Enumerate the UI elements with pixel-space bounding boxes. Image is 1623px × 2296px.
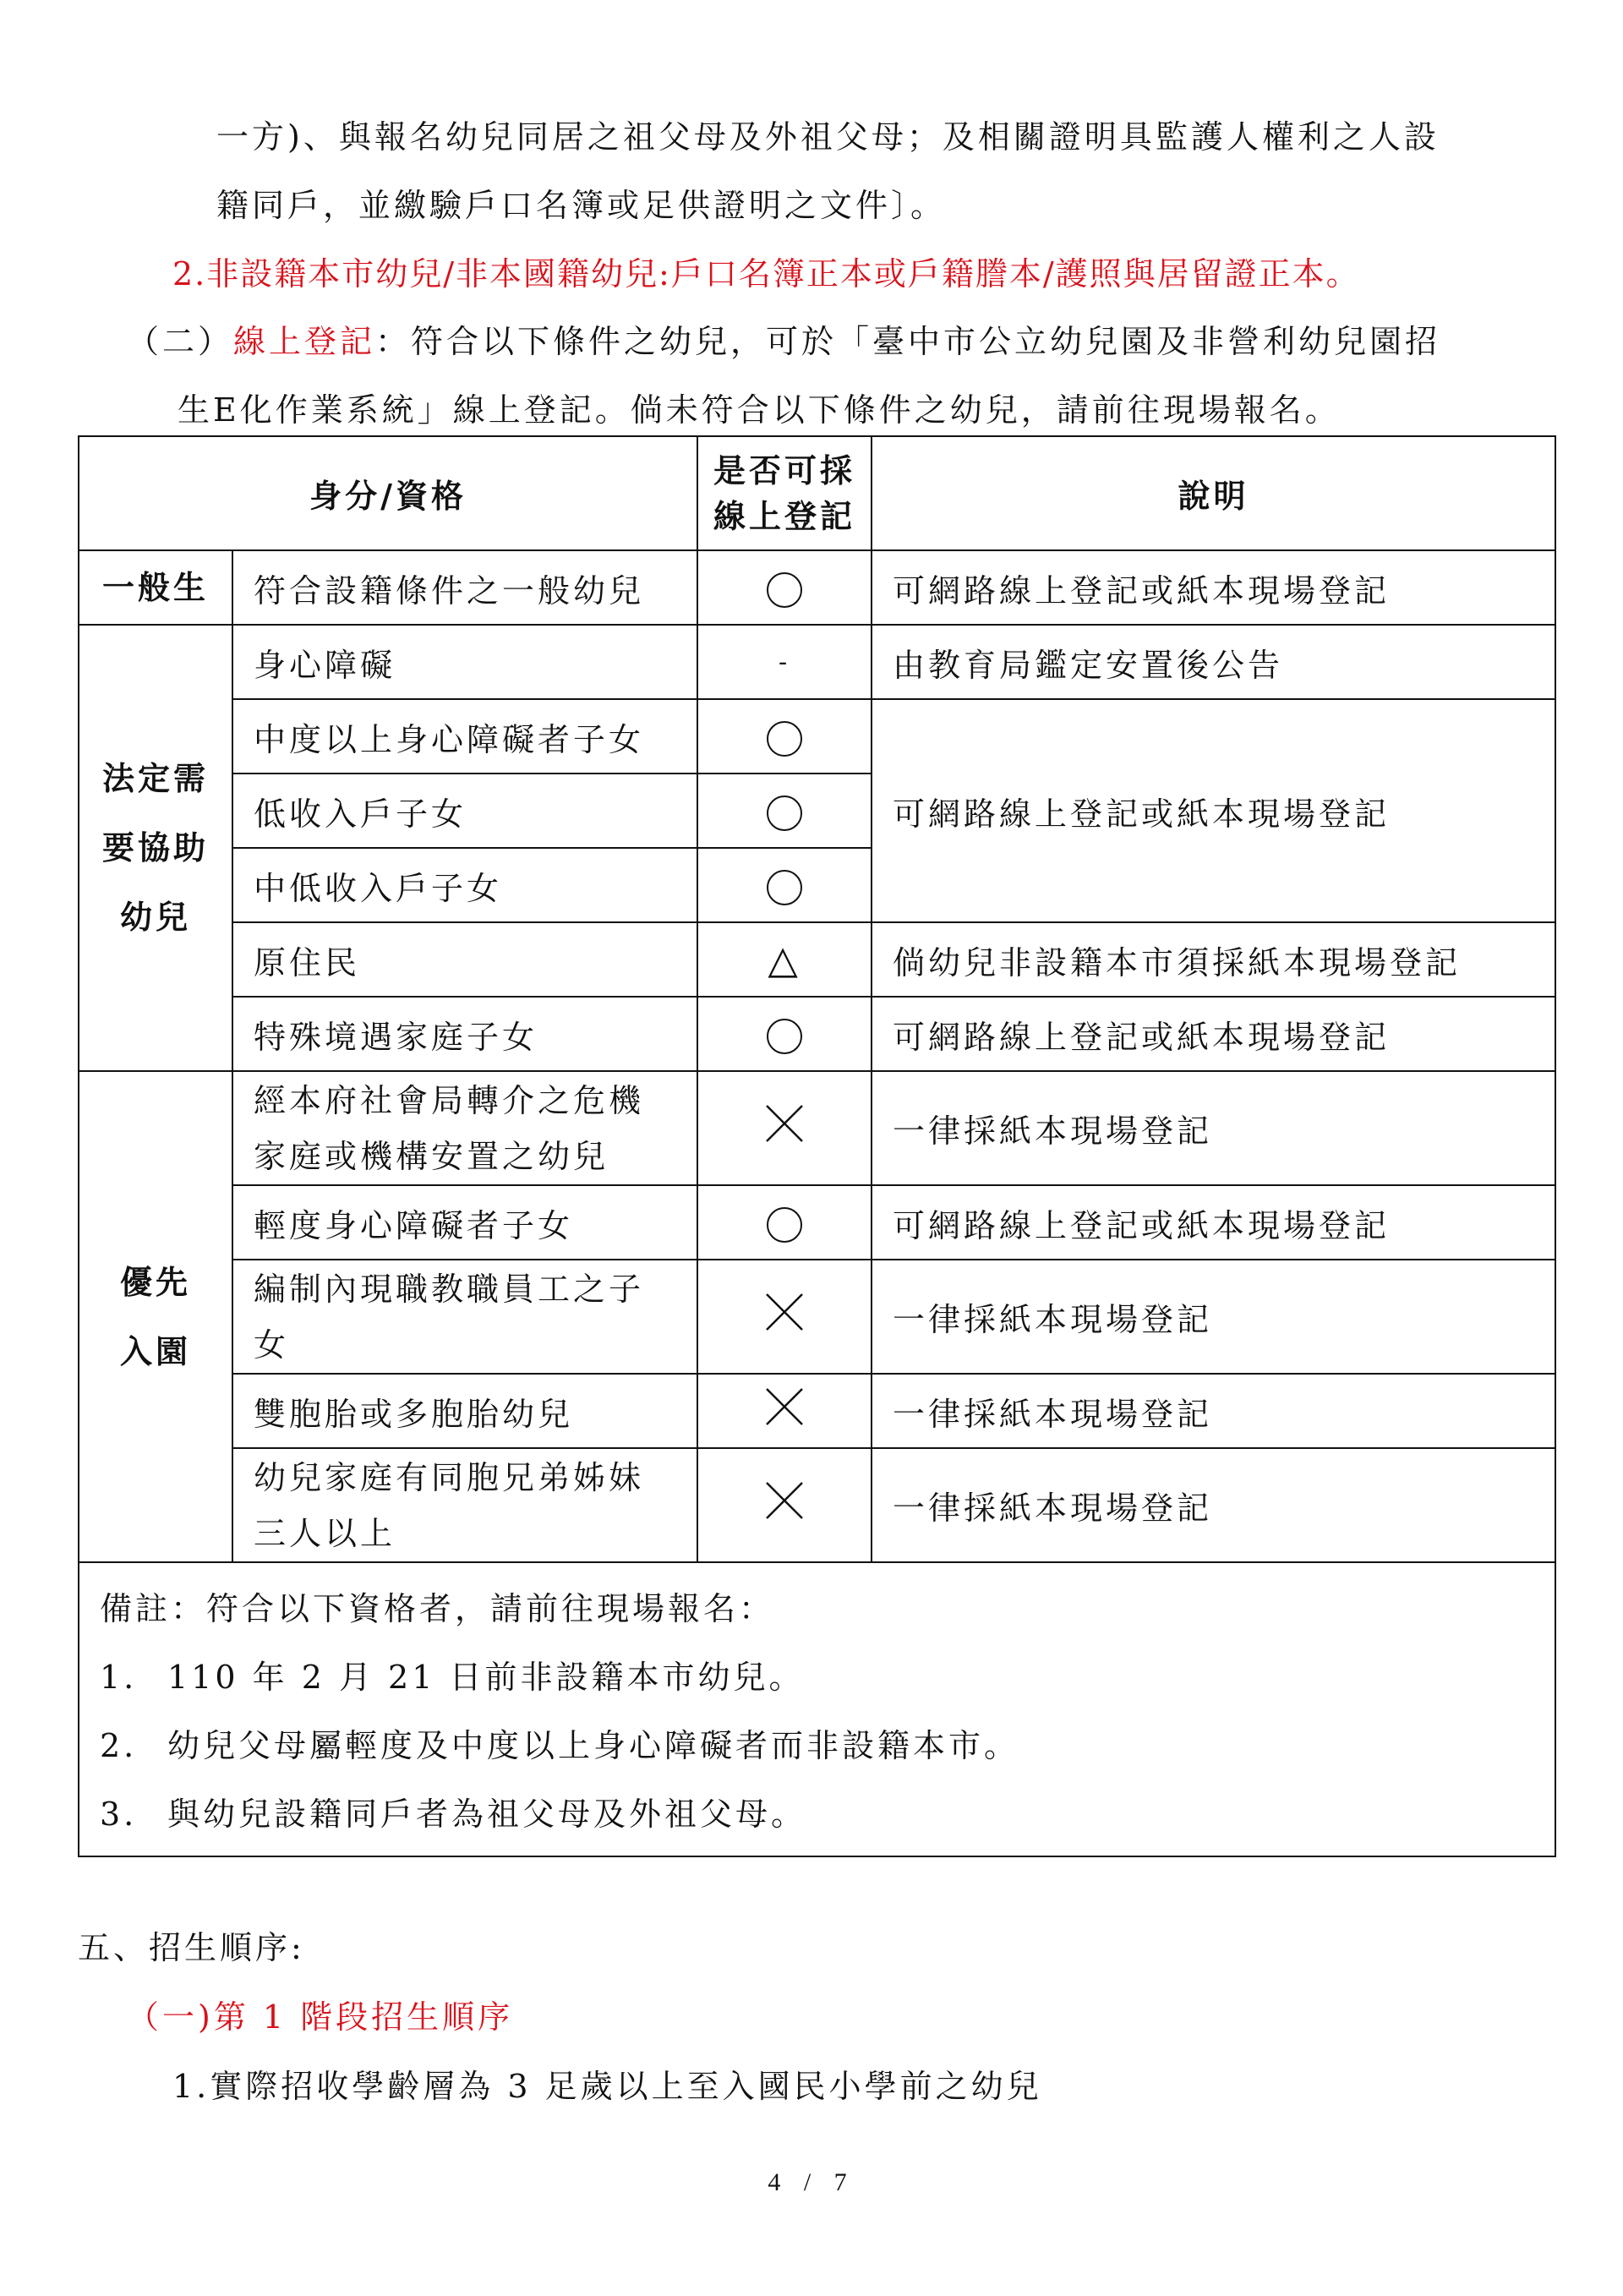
circle-icon: [697, 550, 872, 625]
section-line-2: 生E化作業系統」線上登記。倘未符合以下條件之幼兒，請前往現場報名。: [178, 391, 1341, 429]
row-note: 可網路線上登記或紙本現場登記: [872, 1185, 1555, 1260]
row-note: 一律採紙本現場登記: [872, 1260, 1555, 1374]
page-total: 7: [833, 2168, 855, 2196]
cross-icon: [697, 1374, 872, 1448]
registration-table: [78, 435, 1556, 1857]
circle-icon: [697, 997, 872, 1071]
circle-icon: [697, 699, 872, 774]
row-item-line1: 經本府社會局轉介之危機: [254, 1081, 645, 1119]
row-item: 身心障礙: [232, 625, 697, 699]
cross-icon: [697, 1071, 872, 1185]
row-item: 符合設籍條件之一般幼兒: [232, 550, 697, 625]
row-item-line2: 女: [254, 1326, 290, 1364]
table-row: [79, 1071, 1555, 1185]
row-note: 倘幼兒非設籍本市須採紙本現場登記: [872, 922, 1555, 997]
notes-item: 3. 與幼兒設籍同戶者為祖父母及外祖父母。: [100, 1796, 807, 1833]
circle-icon: [697, 774, 872, 848]
notes-item: 1. 110 年 2 月 21 日前非設籍本市幼兒。: [100, 1659, 805, 1696]
row-item: [232, 1260, 697, 1374]
intro-line-2: 籍同戶，並繳驗戶口名簿或足供證明之文件〕。: [216, 187, 947, 224]
table-header-row: [79, 436, 1555, 550]
row-item: 中低收入戶子女: [232, 848, 697, 922]
category-legal-line3: 幼兒: [119, 898, 191, 936]
row-item: 特殊境遇家庭子女: [232, 997, 697, 1071]
section5-item-1: 1.實際招收學齡層為 3 足歲以上至入國民小學前之幼兒: [172, 2068, 1042, 2105]
row-item-line2: 家庭或機構安置之幼兒: [254, 1137, 609, 1175]
notes-row: [79, 1562, 1555, 1856]
row-note: 可網路線上登記或紙本現場登記: [872, 699, 1555, 922]
section5-title: 五、招生順序:: [78, 1929, 305, 1966]
row-item-line2: 三人以上: [254, 1514, 396, 1552]
category-general: 一般生: [79, 550, 232, 625]
row-item: 中度以上身心障礙者子女: [232, 699, 697, 774]
row-item: [232, 1448, 697, 1562]
table-row: [79, 922, 1555, 997]
category-legal-assist: [79, 625, 232, 1071]
header-note: 說明: [872, 436, 1555, 550]
dash-icon: -: [697, 625, 872, 699]
category-priority-line2: 入園: [119, 1331, 191, 1370]
table-row: [79, 1185, 1555, 1260]
row-item: 雙胞胎或多胞胎幼兒: [232, 1374, 697, 1448]
table-row: [79, 1374, 1555, 1448]
row-item: [232, 1071, 697, 1185]
circle-icon: [697, 848, 872, 922]
category-legal-line1: 法定需: [101, 759, 209, 797]
header-online: [697, 436, 872, 550]
page-separator: /: [803, 2168, 820, 2196]
circle-icon: [697, 1185, 872, 1260]
red-requirement-item: 2.非設籍本市幼兒/非本國籍幼兒:戶口名簿正本或戶籍謄本/護照與居留證正本。: [172, 255, 1360, 292]
row-note: 由教育局鑑定安置後公告: [872, 625, 1555, 699]
category-priority: [79, 1071, 232, 1562]
row-item-line1: 幼兒家庭有同胞兄弟姊妹: [254, 1458, 645, 1496]
notes-title: 備註：符合以下資格者，請前往現場報名：: [100, 1590, 775, 1627]
row-note: 一律採紙本現場登記: [872, 1071, 1555, 1185]
cross-icon: [697, 1448, 872, 1562]
row-note: 可網路線上登記或紙本現場登記: [872, 550, 1555, 625]
section5-sub-heading: （一)第 1 階段招生順序: [127, 1998, 514, 2036]
row-note: 可網路線上登記或紙本現場登記: [872, 997, 1555, 1071]
section-prefix: （二）: [127, 323, 234, 360]
triangle-icon: △: [697, 922, 872, 997]
header-online-line2: 線上登記: [713, 496, 856, 535]
header-identity: 身分/資格: [79, 436, 697, 550]
row-note: 一律採紙本現場登記: [872, 1374, 1555, 1448]
section-red-heading: 線上登記: [233, 323, 376, 360]
cross-icon: [697, 1260, 872, 1374]
row-item: 輕度身心障礙者子女: [232, 1185, 697, 1260]
section-online-registration: [127, 320, 1440, 363]
row-note: 一律採紙本現場登記: [872, 1448, 1555, 1562]
category-legal-line2: 要協助: [101, 828, 209, 866]
section-text: ：符合以下條件之幼兒，可於「臺中市公立幼兒園及非營利幼兒園招: [375, 323, 1441, 360]
notes-item: 2. 幼兒父母屬輕度及中度以上身心障礙者而非設籍本市。: [100, 1727, 1020, 1764]
table-row: [79, 1448, 1555, 1562]
row-item-line1: 編制內現職教職員工之子: [254, 1270, 645, 1308]
page-current: 4: [768, 2168, 790, 2196]
page-number: [0, 2168, 1623, 2197]
table-row: [79, 997, 1555, 1071]
row-item: 低收入戶子女: [232, 774, 697, 848]
category-priority-line1: 優先: [119, 1262, 191, 1301]
header-online-line1: 是否可採: [713, 451, 856, 489]
table-row: [79, 625, 1555, 699]
table-row: [79, 699, 1555, 774]
table-row: [79, 1260, 1555, 1374]
intro-line-1: 一方)、與報名幼兒同居之祖父母及外祖父母；及相關證明具監護人權利之人設: [216, 118, 1440, 156]
row-item: 原住民: [232, 922, 697, 997]
notes-cell: [79, 1562, 1555, 1856]
table-row: [79, 550, 1555, 625]
